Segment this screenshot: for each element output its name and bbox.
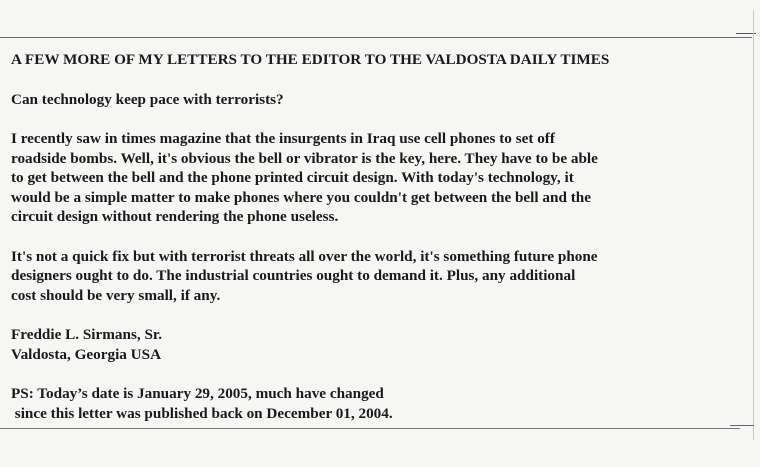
letter-subject: Can technology keep pace with terrorists? bbox=[11, 90, 284, 108]
paragraph-1-line: I recently saw in times magazine that the insurgents in Iraq use cell phones to set off bbox=[11, 130, 555, 147]
postscript-line: PS: Today’s date is January 29, 2005, much have changed bbox=[11, 385, 384, 402]
paragraph-1-line: would be a simple matter to make phones where you couldn't get between the bell and the bbox=[11, 188, 591, 206]
page-heading: A FEW MORE OF MY LETTERS TO THE EDITOR TO THE VALDOSTA DAILY TIMES bbox=[11, 51, 610, 68]
bottom-rule-tail bbox=[730, 425, 754, 426]
paragraph-2-line: cost should be very small, if any. bbox=[11, 286, 221, 304]
paragraph-1-line: to get between the bell and the phone printed circuit design. With today's technology, it bbox=[11, 169, 574, 186]
signature-name: Freddie L. Sirmans, Sr. bbox=[11, 326, 163, 343]
letter-body bbox=[11, 50, 746, 423]
signature-location: Valdosta, Georgia USA bbox=[11, 345, 162, 363]
bottom-rule bbox=[0, 428, 740, 429]
paragraph-1-line: circuit design without rendering the phone useless. bbox=[11, 208, 339, 225]
paragraph-1 bbox=[11, 129, 746, 227]
paragraph-2-line: designers ought to do. The industrial countries ought to demand it. Plus, any additional bbox=[11, 267, 576, 284]
signature-block bbox=[11, 325, 746, 364]
postscript-line: since this letter was published back on December 01, 2004. bbox=[11, 404, 393, 422]
postscript bbox=[11, 384, 746, 423]
paragraph-2-line: It's not a quick fix but with terrorist threats all over the world, it's something future phone bbox=[11, 247, 598, 265]
page-edge bbox=[753, 10, 754, 440]
paragraph-1-line: roadside bombs. Well, it's obvious the bell or vibrator is the key, here. They have to be able bbox=[11, 149, 598, 167]
paragraph-2 bbox=[11, 247, 746, 306]
top-rule bbox=[0, 37, 752, 38]
